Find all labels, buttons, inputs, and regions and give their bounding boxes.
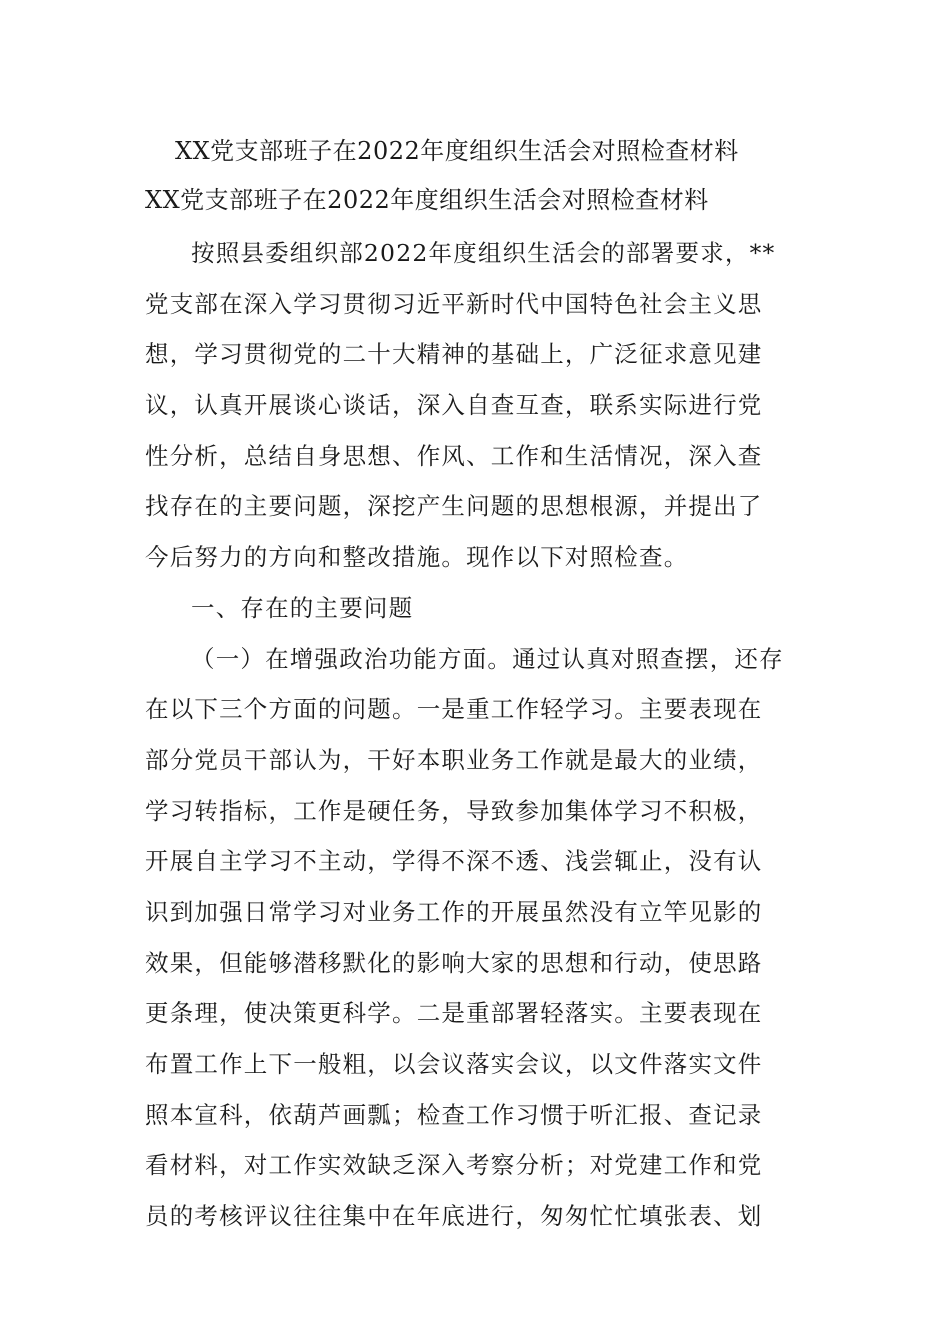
text-line: 部分党员干部认为，干好本职业务工作就是最大的业绩， <box>145 745 763 774</box>
text-line: 想，学习贯彻党的二十大精神的基础上，广泛征求意见建 <box>145 340 763 369</box>
text-line: 性分析，总结自身思想、作风、工作和生活情况，深入查 <box>145 441 763 470</box>
text-line: 布置工作上下一般粗，以会议落实会议，以文件落实文件 <box>145 1050 763 1078</box>
text-line: 员的考核评议往往集中在年底进行，匆匆忙忙填张表、划 <box>145 1202 763 1231</box>
text-line: 照本宣科，依葫芦画瓢；检查工作习惯于听汇报、查记录 <box>145 1100 763 1129</box>
section-heading: 一、存在的主要问题 <box>191 593 414 622</box>
text-line: 按照县委组织部2022年度组织生活会的部署要求，** <box>191 239 776 267</box>
text-line: 在以下三个方面的问题。一是重工作轻学习。主要表现在 <box>145 695 763 724</box>
text-line: 更条理，使决策更科学。二是重部署轻落实。主要表现在 <box>145 999 763 1028</box>
document-subtitle: XX党支部班子在2022年度组织生活会对照检查材料 <box>145 186 709 214</box>
text-line: 看材料，对工作实效缺乏深入考察分析；对党建工作和党 <box>145 1151 763 1180</box>
text-line: 开展自主学习不主动，学得不深不透、浅尝辄止，没有认 <box>145 847 763 876</box>
text-line: 议，认真开展谈心谈话，深入自查互查，联系实际进行党 <box>145 391 763 420</box>
text-line: 党支部在深入学习贯彻习近平新时代中国特色社会主义思 <box>145 289 763 318</box>
text-line: 识到加强日常学习对业务工作的开展虽然没有立竿见影的 <box>145 897 763 926</box>
text-line: （一）在增强政治功能方面。通过认真对照查摆，还存 <box>191 644 784 673</box>
text-line: 找存在的主要问题，深挖产生问题的思想根源，并提出了 <box>145 492 763 521</box>
text-line: 今后努力的方向和整改措施。现作以下对照检查。 <box>145 543 689 572</box>
text-line: 效果，但能够潜移默化的影响大家的思想和行动，使思路 <box>145 948 763 977</box>
text-line: 学习转指标，工作是硬任务，导致参加集体学习不积极， <box>145 796 763 825</box>
document-title: XX党支部班子在2022年度组织生活会对照检查材料 <box>175 137 739 165</box>
document-body <box>145 228 813 1242</box>
